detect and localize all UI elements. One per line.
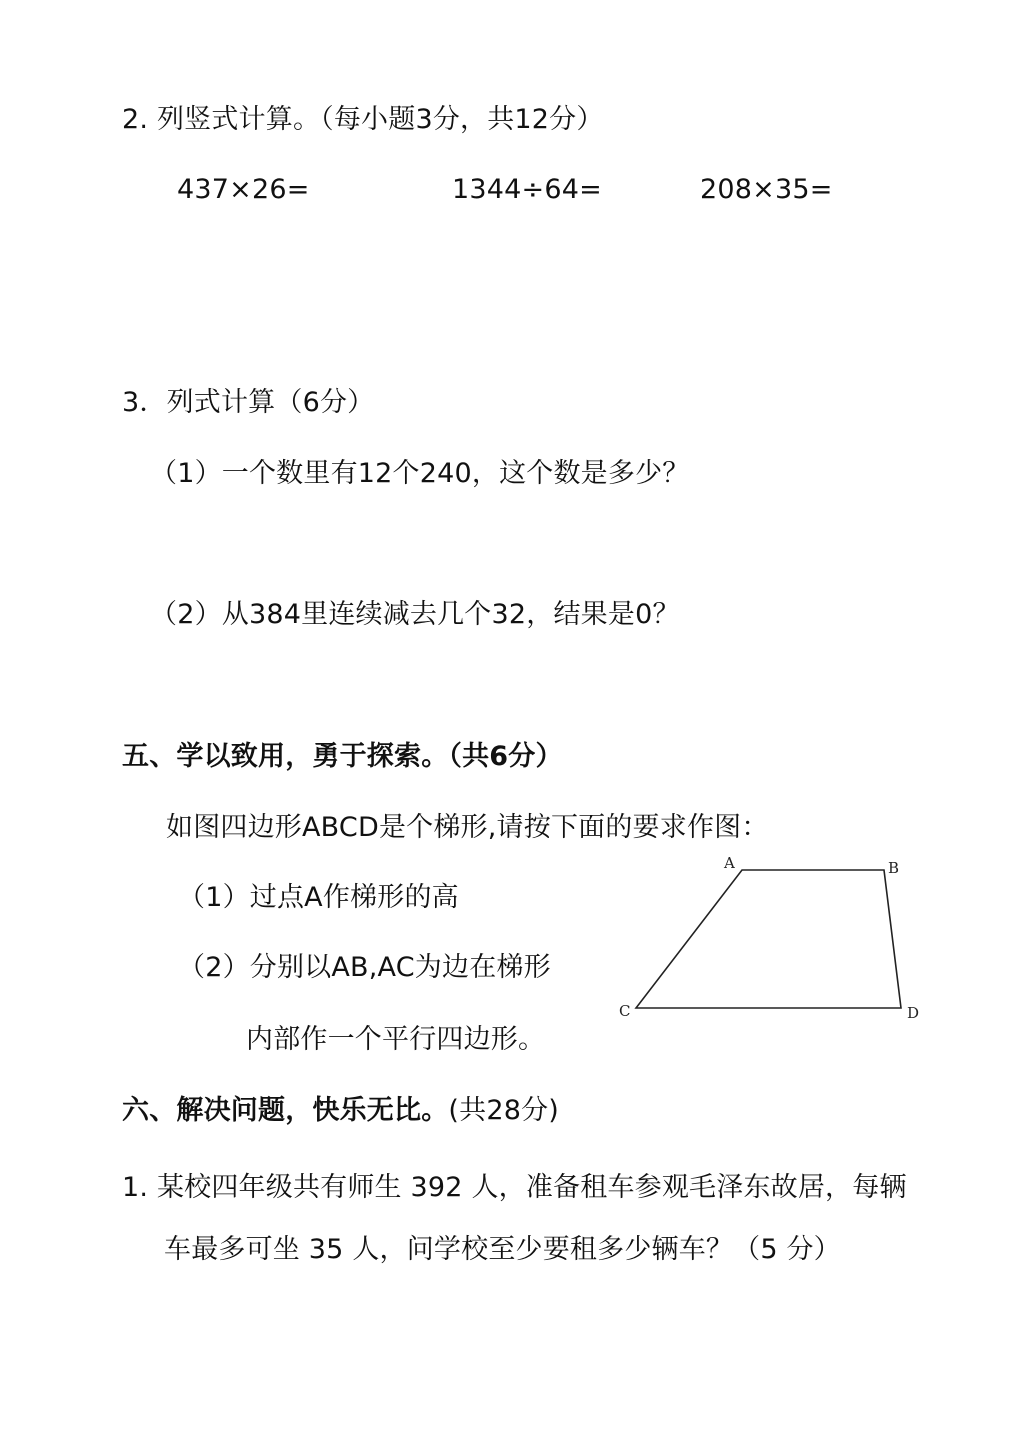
section-6-heading [122,1093,559,1129]
section-5-task-1: （1）过点A作梯形的高 [178,882,459,913]
trapezoid-abcd [636,870,901,1008]
question-3-title: 3．列式计算（6分） [122,387,375,418]
question-3-sub-2: （2）从384里连续减去几个32，结果是0？ [150,599,680,630]
vertex-label-a: A [724,854,735,872]
question-3-sub-1: （1）一个数里有12个240，这个数是多少？ [150,458,690,489]
section-5-task-2-line-2: 内部作一个平行四边形。 [246,1024,546,1055]
vertex-label-b: B [888,859,900,877]
section-6-heading-score: (共28分) [448,1095,560,1126]
section-5-task-2-line-1: （2）分别以AB,AC为边在梯形 [178,952,551,983]
expression-1: 437×26= [177,174,310,205]
vertex-label-c: C [619,1002,631,1020]
problem-1-line-2: 车最多可坐 35 人，问学校至少要租多少辆车？（5 分） [164,1234,841,1265]
expression-3: 208×35= [700,174,833,205]
expression-2: 1344÷64= [452,174,602,205]
trapezoid-figure [612,850,932,1025]
question-2-title: 2. 列竖式计算。（每小题3分，共12分） [122,104,604,135]
section-5-intro: 如图四边形ABCD是个梯形,请按下面的要求作图： [166,812,769,843]
section-5-heading: 五、学以致用，勇于探索。（共6分） [122,741,563,772]
problem-1-line-1: 1. 某校四年级共有师生 392 人，准备租车参观毛泽东故居，每辆 [122,1172,907,1203]
section-6-heading-title: 六、解决问题，快乐无比。 [122,1095,449,1126]
vertex-label-d: D [907,1004,920,1022]
